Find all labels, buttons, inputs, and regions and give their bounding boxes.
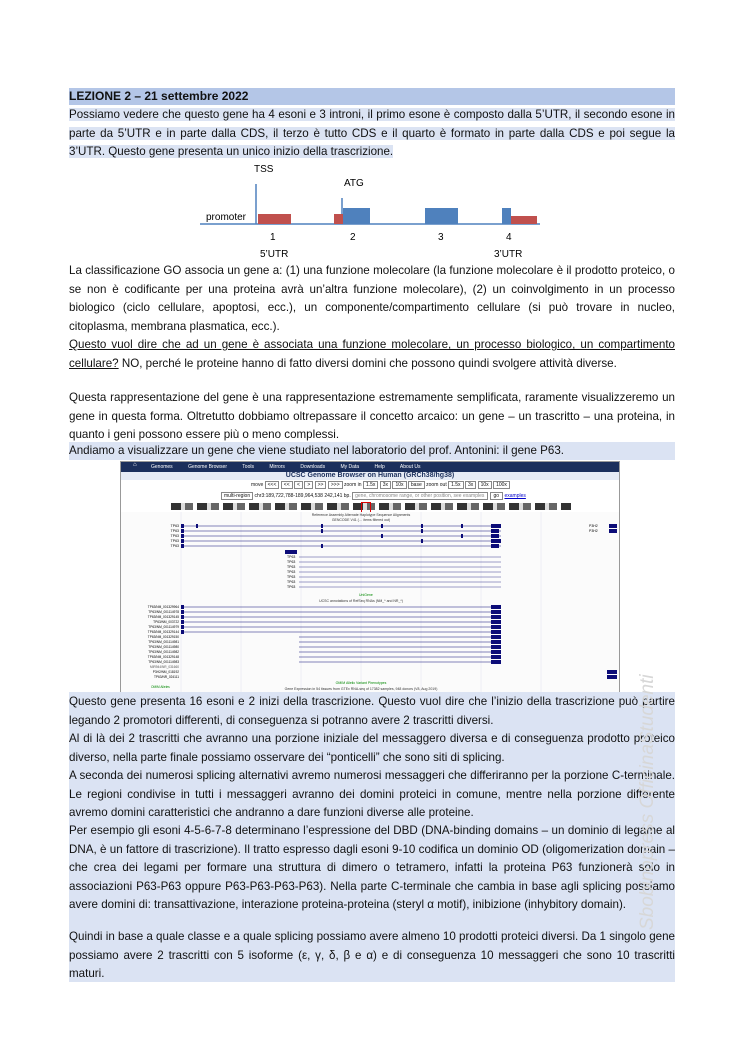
domains-paragraph: Per esempio gli esoni 4-5-6-7-8 determinano l’espressione del DBD (DNA-binding domains – un dominio di legame al DNA, è un fattore di trascrizione). Il tratto espresso dagli esoni 9-10 codifica un dominio OD (oligomerization domain – che crea dei legami per formare una struttura di dimero o tetramero, infatti la proteina P63 funzionerà solo in associazioni P63-P63 oppure P63-P63-P63-P63). Nella parte C-terminale che cambia in base agli splicing possiamo avere domini di: transattivazione, interazione proteina-proteina (steryl α motif), inibizione (inhybitory domain).: [69, 824, 675, 912]
exon-number-2: 2: [350, 232, 356, 243]
genome-browser-screenshot: [120, 461, 620, 693]
mir944-label: MIR944/NR_031660: [149, 665, 179, 669]
track-header-gtex: Gene Expression in 54 tissues from GTEx RNA-seq of 17382 samples, 948 donors (V8, Aug 2019): [284, 687, 438, 691]
position-search-input[interactable]: gene, chromosome range, or other position, see examples: [352, 492, 488, 500]
gencode-label-3: TP63: [170, 534, 179, 538]
nav-left-3[interactable]: <<<: [265, 481, 280, 489]
exon-4-cds: [502, 208, 511, 224]
browser-menubar: [121, 462, 619, 472]
refseq-label-10: TP63/NM_001114982: [148, 650, 179, 654]
zoom-in-1.5x[interactable]: 1.5x: [363, 481, 378, 489]
menu-help[interactable]: Help: [374, 464, 385, 470]
menu-mirrors[interactable]: Mirrors: [269, 464, 285, 470]
watermark: [625, 540, 665, 930]
answer-text: NO, perché le proteine hanno di fatto diversi domini che possono quindi svolgere attività diverse.: [118, 356, 617, 370]
zoom-out-10x[interactable]: 10x: [478, 481, 492, 489]
refseq-label-11: TP63/NM_001329148: [147, 655, 179, 659]
utr5-label: 5’UTR: [260, 249, 289, 260]
menu-genome-browser[interactable]: Genome Browser: [188, 464, 227, 470]
p3h2-refseq-label: P3H2/NM_018192: [152, 670, 179, 674]
tp63-label-7: TP63: [287, 585, 296, 589]
nav-controls: [251, 482, 510, 488]
refseq-label-8: TP63/NM_001114981: [148, 640, 179, 644]
zoom-out-100x[interactable]: 100x: [493, 481, 510, 489]
go-button[interactable]: go: [490, 492, 504, 500]
refseq-label-2: TP63/NM_001114978: [148, 610, 179, 614]
position-row: [221, 492, 526, 500]
refseq-label-1: TP63/NM_001329964: [147, 605, 179, 609]
exon-3: [425, 208, 458, 224]
gene-structure-diagram: [200, 160, 550, 262]
exon-number-4: 4: [506, 232, 512, 243]
gencode-label-2: TP63: [170, 529, 179, 533]
p63-exons-paragraph: Questo gene presenta 16 esoni e 2 inizi della trascrizione. Questo vuol dire che l’inizio della trascrizione può partire legando 2 promotori differenti, di conseguenza si potranno avere 2 trascritti diversi.: [69, 695, 675, 727]
gencode-label-5: TP63: [170, 544, 179, 548]
go-paragraph: La classificazione GO associa un gene a: (1) una funzione molecolare (la funzione molecolare è il prodotto proteico, o se non è codificante per una proteina avrà un’altra funzione molecolare), (2) un coinvolgimento in un processo biologico (ciclo cellulare, apoptosi, ecc.), un componente/compartimento cellulare (si può trovare in nucleo, citoplasma, membrana plasmatica, ecc.).: [69, 264, 675, 333]
refseq-label-5: TP63/NM_001114979: [148, 625, 179, 629]
menu-genomes[interactable]: Genomes: [151, 464, 173, 470]
menu-my-data[interactable]: My Data: [340, 464, 360, 470]
tp63-label-1: TP63: [287, 555, 296, 559]
position-value: chr3:189,722,788-189,964,538: [254, 493, 323, 499]
gencode-label-1: TP63: [170, 524, 179, 528]
tp63-label-4: TP63: [287, 570, 296, 574]
promoter-label: promoter: [206, 212, 247, 223]
exon-2-cds: [343, 208, 370, 224]
menu-tools[interactable]: Tools: [242, 464, 254, 470]
nav-left-1[interactable]: <: [294, 481, 303, 489]
watermark-text: Sbobinopress OfficinaStudenti: [637, 674, 658, 930]
intro-text: Possiamo vedere che questo gene ha 4 esoni e 3 introni, il primo esone è composto dalla 5’UTR, il secondo esone in parte da 5’UTR e in parte dalla CDS, il terzo è tutto CDS e il quarto è formato in parte dalla CDS e poi segue la 3’UTR. Questo gene presenta un unico inizio della trascrizione.: [69, 108, 675, 159]
home-icon[interactable]: ⌂: [133, 462, 137, 468]
question-text: Questo vuol dire che ad un gene è associata una funzione molecolare, un processo biologico, un compartimento cellulare?: [69, 338, 675, 370]
move-label: move: [251, 482, 264, 488]
omim-alleles-label: OMIM Alleles: [151, 685, 170, 689]
multi-region-button[interactable]: multi-region: [221, 492, 253, 500]
nav-right-1[interactable]: >: [304, 481, 313, 489]
track-header-alt-haplotype: Reference Assembly Alternate Haplotype Sequence Alignments: [311, 513, 411, 517]
zoom-in-label: zoom in: [344, 482, 362, 488]
menu-downloads[interactable]: Downloads: [300, 464, 326, 470]
exon-number-3: 3: [438, 232, 444, 243]
lesson-heading: LEZIONE 2 – 21 settembre 2022: [69, 88, 675, 105]
refseq-label-7: TP63/NM_001329150: [147, 635, 179, 639]
exon-4-utr: [511, 216, 537, 224]
tp63-label-3: TP63: [287, 565, 296, 569]
nav-right-2[interactable]: >>: [315, 481, 327, 489]
nav-right-3[interactable]: >>>: [328, 481, 343, 489]
exon-2-utr: [334, 214, 343, 224]
isoforms-paragraph: Quindi in base a quale classe e a quale splicing possiamo avere almeno 10 prodotti proteici diversi. Da 1 singolo gene possiamo avere 2 trascritti con 5 isoforme (ε, γ, δ, β e α) e di conseguenza 10 messaggeri che sono 10 trascritti maturi.: [69, 930, 675, 981]
refseq-label-12: TP63/NM_001114983: [148, 660, 179, 664]
zoom-out-label: zoom out: [426, 482, 447, 488]
track-header-refseq: UCSC annotations of RefSeq RNAs (NM_* and NR_*): [319, 599, 403, 603]
refseq-label-9: TP63/NM_001114980: [148, 645, 179, 649]
utr3-label: 3’UTR: [494, 249, 523, 260]
zoom-in-10x[interactable]: 10x: [392, 481, 406, 489]
tp63-label-5: TP63: [287, 575, 296, 579]
zoom-in-base[interactable]: base: [408, 481, 425, 489]
p3h2-label-1: P3H2: [589, 524, 598, 528]
track-header-omim: OMIM Allelic Variant Phenotypes: [335, 681, 387, 685]
atg-label: ATG: [344, 178, 364, 189]
representation-paragraph: Questa rappresentazione del gene è una rappresentazione estremamente semplificata, raramente visualizzeremo un gene in questa forma. Oltretutto dobbiamo oltrepassare il concetto arcaico: un gene – un trascritto – una proteina, in quanto i geni possono essere più o meno complessi.: [69, 391, 675, 442]
splicing-paragraph: Al di là dei 2 trascritti che avranno una porzione iniziale del messaggero diversa e di conseguenza prodotto proteico diverso, nella parte finale possiamo osservare dei “ponticelli” che sono siti di splicing.: [69, 732, 675, 764]
refseq-label-4: TP63/NM_003722: [153, 620, 179, 624]
tss-label: TSS: [254, 164, 274, 175]
exon-1: [258, 214, 291, 224]
tp63-nr-label: TP63/NR_024111: [153, 675, 179, 679]
zoom-in-3x[interactable]: 3x: [380, 481, 391, 489]
p63-intro: Andiamo a visualizzare un gene che viene studiato nel laboratorio del prof. Antonini: il gene P63.: [69, 442, 675, 460]
size-value: 242,141 bp.: [324, 493, 351, 499]
menu-about[interactable]: About Us: [399, 464, 421, 470]
zoom-out-1.5x[interactable]: 1.5x: [448, 481, 463, 489]
chromosome-ideogram[interactable]: [171, 503, 571, 510]
tp63-label-6: TP63: [287, 580, 296, 584]
gencode-label-4: TP63: [170, 539, 179, 543]
exon-number-1: 1: [270, 232, 276, 243]
unigene-label: UniGene: [359, 593, 373, 597]
track-header-gencode: GENCODE V41 (… items filtered out): [331, 518, 391, 522]
zoom-out-3x[interactable]: 3x: [465, 481, 476, 489]
refseq-label-3: TP63/NM_001329145: [147, 615, 179, 619]
intro-paragraph: [69, 106, 675, 162]
question-paragraph: [69, 336, 675, 373]
tp63-label-2: TP63: [287, 560, 296, 564]
browser-title: UCSC Genome Browser on Human (GRCh38/hg38): [121, 472, 619, 480]
track-area[interactable]: [121, 512, 619, 692]
refseq-label-6: TP63/NM_001329144: [147, 630, 179, 634]
p3h2-label-2: P3H2: [589, 529, 598, 533]
nav-left-2[interactable]: <<: [281, 481, 293, 489]
c-terminal-paragraph: A seconda dei numerosi splicing alternativi avremo numerosi messaggeri che differiranno per la porzione C-terminale. Le regioni condivise in tutti i messaggeri avranno dei domini proteici in comune, mentre nella porzione differente avremo domini caratteristici che andranno a dare funzioni diverse alle proteine.: [69, 769, 675, 820]
examples-link[interactable]: examples: [504, 493, 526, 499]
